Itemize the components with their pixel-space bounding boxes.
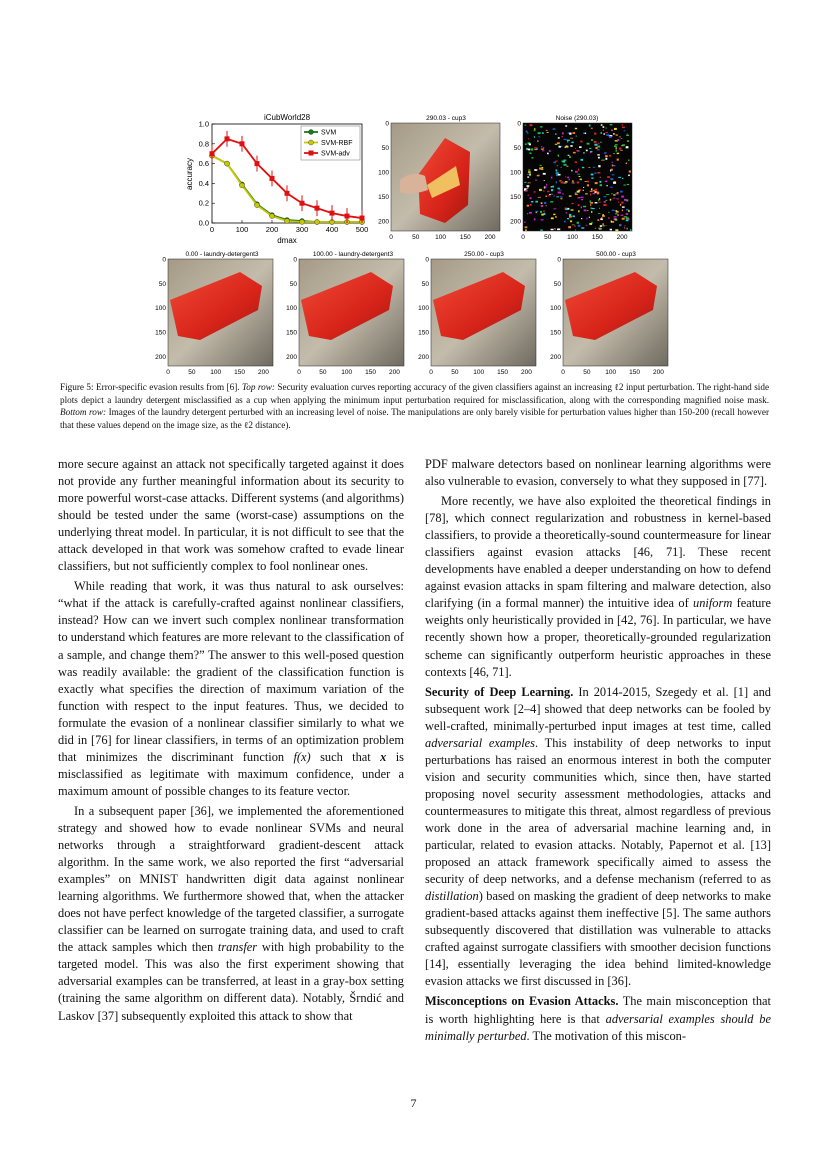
y-tick-label: 0 — [385, 120, 389, 128]
x-tick-label: 0 — [297, 369, 301, 376]
y-tick-label: 50 — [421, 280, 429, 288]
data-point — [300, 201, 305, 206]
paragraph: More recently, we have also exploited the theoretical findings in [78], which connect regularization and robustness in kernel-based classifiers, to provide a theoretically-sound countermeasure for linear classifiers against evasion attacks [46, 71]. These recent developments have enabled a deeper understanding on how to defend against evasion attacks in spam filtering and malware detection, also clarifying (in a formal manner) the intuitive idea of uniform feature weights only heuristically provided in [42, 76]. In particular, we have recently shown how a proper, theoretically-grounded regularization scheme can significantly outperform heuristic approaches in these contexts [46, 71]. — [425, 494, 771, 679]
y-tick-label: 150 — [510, 194, 521, 202]
y-tick-label: 0 — [517, 120, 521, 128]
caption-text-1: Security evaluation curves reporting accuracy of the given classifiers against an increasing ℓ2 input perturbation. The right-hand side plots depict a laundry detergent misclassified as a cup when applying the minimum input perturbation required for misclassification, along with the corresponding magnified noise mask. — [60, 382, 770, 405]
image-cup3-500 — [550, 251, 668, 376]
legend-label: SVM-RBF — [321, 140, 353, 147]
data-point — [315, 220, 320, 225]
y-tick-label: 0 — [425, 256, 429, 264]
x-tick-label: 100 — [473, 369, 485, 376]
x-tick-label: 150 — [629, 369, 641, 376]
legend-label: SVM — [321, 129, 337, 137]
x-tick-label: 500 — [355, 225, 369, 234]
y-tick-label: 150 — [418, 329, 429, 337]
y-tick-label: 0.2 — [198, 198, 209, 208]
paragraph: Misconceptions on Evasion Attacks. The main misconception that is worth highlighting here is that adversarial examples should be minimally perturbed. The motivation of this miscon- — [425, 994, 771, 1043]
x-axis-label: dmax — [277, 236, 297, 245]
image-detergent-0 — [155, 251, 273, 376]
figure-caption — [60, 381, 769, 431]
x-tick-label: 150 — [234, 369, 246, 376]
y-tick-label: 0.4 — [198, 178, 209, 188]
x-tick-label: 50 — [544, 234, 552, 241]
x-tick-label: 100 — [235, 225, 249, 234]
x-tick-label: 100 — [210, 369, 222, 376]
data-point — [255, 161, 260, 166]
image-title: 250.00 - cup3 — [464, 251, 504, 258]
paragraph: PDF malware detectors based on nonlinear learning algorithms were also vulnerable to evasion, conversely to what they supposed in [77]. — [425, 457, 771, 489]
y-tick-label: 200 — [418, 353, 429, 361]
data-point — [225, 136, 230, 141]
y-tick-label: 200 — [378, 218, 389, 226]
chart-legend — [301, 126, 360, 160]
section-heading: Security of Deep Learning. — [425, 684, 574, 699]
data-point — [240, 183, 245, 188]
y-tick-label: 100 — [510, 169, 521, 177]
y-tick-label: 100 — [418, 305, 429, 313]
data-point — [330, 211, 335, 216]
y-tick-label: 200 — [510, 218, 521, 226]
x-tick-label: 200 — [265, 225, 279, 234]
data-point — [345, 214, 350, 219]
paragraph: In a subsequent paper [36], we implemented the aforementioned strategy and showed how to evade nonlinear SVMs and neural networks through a straightforward gradient-descent attack algorithm. In the same work, we also reported the first “adversarial examples” on MNIST handwritten digit data against nonlinear learning algorithms. We furthermore showed that, when the attacker does not have perfect knowledge of the targeted classifier, a surrogate classifier can be learned on surrogate training data, and used to craft the attack samples which then transfer with high probability to the targeted model. This was also the first experiment showing that adversarial examples can be transferred, at least in a gray-box setting (training the same algorithm on different data). Notably, Šrndić and Laskov [37] subsequently exploited this attack to show that — [58, 803, 404, 1023]
x-tick-label: 50 — [319, 369, 327, 376]
data-point — [285, 191, 290, 196]
legend-label: SVM-adv — [321, 150, 350, 158]
y-tick-label: 100 — [378, 169, 389, 177]
x-tick-label: 200 — [258, 369, 269, 376]
x-tick-label: 0 — [166, 369, 170, 376]
data-point — [300, 220, 305, 225]
x-tick-label: 150 — [497, 369, 509, 376]
y-tick-label: 50 — [158, 280, 166, 288]
y-tick-label: 50 — [553, 280, 561, 288]
caption-bottom-row: Bottom row: — [60, 407, 107, 418]
data-point — [270, 176, 275, 181]
data-point — [360, 216, 365, 221]
image-detergent-100 — [286, 251, 404, 376]
chart-title: iCubWorld28 — [263, 113, 311, 122]
image-title: 0.00 - laundry-detergent3 — [185, 251, 259, 258]
image-title: 100.00 - laundry-detergent3 — [312, 251, 394, 258]
x-tick-label: 300 — [295, 225, 309, 234]
x-tick-label: 50 — [583, 369, 591, 376]
y-tick-label: 100 — [286, 305, 297, 313]
x-tick-label: 400 — [325, 225, 339, 234]
image-cup3-250 — [418, 251, 536, 376]
x-tick-label: 0 — [429, 369, 433, 376]
x-tick-label: 100 — [605, 369, 617, 376]
data-point — [225, 161, 230, 166]
image-noise-mask — [510, 115, 632, 241]
x-tick-label: 150 — [459, 234, 471, 241]
image-title: 500.00 - cup3 — [596, 251, 636, 258]
y-tick-label: 100 — [155, 305, 166, 313]
left-column — [58, 456, 404, 1025]
caption-label: Figure 5: Error-specific evasion results from [6]. — [60, 382, 240, 392]
data-point — [210, 151, 215, 156]
x-tick-label: 0 — [561, 369, 565, 376]
y-tick-label: 0.6 — [198, 159, 209, 169]
y-tick-label: 50 — [381, 145, 389, 153]
figure-graphics — [0, 0, 827, 380]
y-tick-label: 200 — [155, 353, 166, 361]
x-tick-label: 100 — [341, 369, 353, 376]
x-tick-label: 150 — [365, 369, 377, 376]
x-tick-label: 0 — [389, 234, 393, 241]
x-tick-label: 100 — [435, 234, 446, 241]
paragraph: Security of Deep Learning. In 2014-2015, Szegedy et al. [1] and subsequent work [2–4] showed that deep networks can be fooled by well-crafted, minimally-perturbed input images at test time, called adversarial examples. This instability of deep networks to input perturbations has raised an enormous interest in both the computer vision and security communities which, since then, have started proposing novel security assessment methodologies, attacks and countermeasures to mitigate this threat, almost regardless of previous work done in the area of adversarial machine learning and, in particular, related to evasion attacks. Notably, Papernot et al. [13] proposed an attack framework specifically aimed to assess the security of deep networks, and a defense mechanism (referred to as distillation) based on masking the gradient of deep networks to make gradient-based attacks against them ineffective [5]. The same authors subsequently discovered that distillation was vulnerable to attacks crafted against surrogate classifiers with smoother decision functions [14], essentially leveraging the idea behind limited-knowledge evasion attacks we first discussed in [36]. — [425, 684, 771, 989]
paragraph: more secure against an attack not specifically targeted against it does not provide any further meaningful information about its security to more powerful worst-case attacks. Different systems (and algorithms) should be tested under the same (worst-case) assumptions on the underlying threat model. In particular, it is not difficult to see that the attack developed in that work was somehow crafted to evade linear classifiers, but not sufficiently complex to fool nonlinear ones. — [58, 457, 404, 574]
y-tick-label: 200 — [286, 353, 297, 361]
y-tick-label: 0.0 — [198, 218, 209, 228]
y-tick-label: 200 — [550, 353, 561, 361]
image-title: 290.03 - cup3 — [426, 115, 466, 122]
y-tick-label: 50 — [289, 280, 297, 288]
x-tick-label: 200 — [484, 234, 496, 241]
y-tick-label: 0 — [162, 256, 166, 264]
caption-text-2: Images of the laundry detergent perturbed with an increasing level of noise. The manipulations are only barely visible for perturbation values higher than 150-200 (recall however that these values depend on the image size, as the ℓ2 distance). — [60, 407, 770, 430]
y-axis-label: accuracy — [185, 157, 194, 191]
y-tick-label: 50 — [513, 145, 521, 153]
y-tick-label: 150 — [550, 329, 561, 337]
figure-5 — [0, 0, 827, 380]
x-tick-label: 50 — [412, 234, 420, 241]
x-tick-label: 100 — [567, 234, 578, 241]
page-number: 7 — [410, 1096, 417, 1110]
image-title: Noise (290.03) — [555, 115, 599, 122]
y-tick-label: 0.8 — [198, 139, 209, 149]
x-tick-label: 200 — [653, 369, 664, 376]
y-tick-label: 100 — [550, 305, 561, 313]
caption-top-row: Top row: — [242, 382, 275, 392]
image-cup3-top — [378, 115, 500, 241]
x-tick-label: 0 — [521, 234, 525, 241]
y-tick-label: 150 — [155, 329, 166, 337]
data-point — [255, 203, 260, 208]
x-tick-label: 200 — [389, 369, 400, 376]
data-point — [270, 214, 275, 219]
x-tick-label: 50 — [451, 369, 459, 376]
accuracy-chart — [185, 113, 368, 245]
x-tick-label: 0 — [209, 225, 215, 234]
x-tick-label: 150 — [591, 234, 603, 241]
y-tick-label: 150 — [378, 194, 389, 202]
section-heading: Misconceptions on Evasion Attacks. — [425, 994, 619, 1009]
x-tick-label: 200 — [616, 234, 628, 241]
data-point — [285, 219, 290, 224]
x-tick-label: 200 — [521, 369, 532, 376]
y-tick-label: 1.0 — [198, 119, 209, 129]
data-point — [315, 206, 320, 211]
paragraph: While reading that work, it was thus natural to ask ourselves: “what if the attack is carefully-crafted against nonlinear classifiers, instead? How can we invert such complex nonlinear transformation to understand which features are more relevant to the classification of a sample, and change them?” The answer to this well-posed question was readily available: the gradient of the classification function is exactly what specifies the direction of maximum variation of the function with respect to the input features. Thus, we decided to formulate the evasion of a nonlinear classifier similarly to what we did in [76] for linear classifiers, in terms of an optimization problem that minimizes the discriminant function f(x) such that x is misclassified as legitimate with maximum confidence, under a maximum amount of possible changes to its feature vector. — [58, 579, 404, 798]
y-tick-label: 150 — [286, 329, 297, 337]
y-tick-label: 0 — [293, 256, 297, 264]
data-point — [240, 141, 245, 146]
right-column — [425, 456, 771, 1045]
x-tick-label: 50 — [188, 369, 196, 376]
y-tick-label: 0 — [557, 256, 561, 264]
